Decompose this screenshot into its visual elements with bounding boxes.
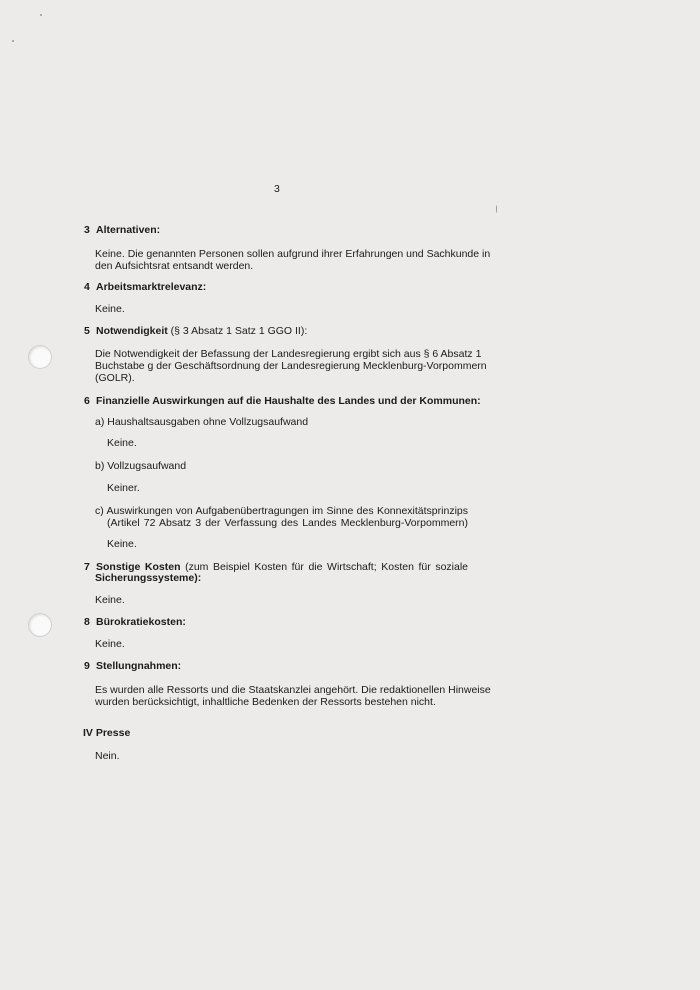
section-3-title: Alternativen: bbox=[96, 224, 161, 236]
section-4-number: 4 bbox=[84, 281, 90, 293]
section-3-text-line: Keine. Die genannten Personen sollen aufgrund ihrer Erfahrungen und Sachkunde in bbox=[95, 248, 491, 260]
section-6-title: Finanzielle Auswirkungen auf die Haushalte des Landes und der Kommunen: bbox=[96, 395, 481, 407]
section-6c-text: Keine. bbox=[107, 538, 137, 550]
punch-hole bbox=[28, 345, 52, 369]
scan-speck bbox=[40, 14, 42, 16]
section-5-text-line: Die Notwendigkeit der Befassung der Landesregierung ergibt sich aus § 6 Absatz 1 bbox=[95, 348, 482, 360]
section-5-number: 5 bbox=[84, 325, 90, 337]
section-7-title-line2: Sicherungssysteme): bbox=[95, 572, 202, 584]
section-6b-label: b) Vollzugsaufwand bbox=[95, 460, 187, 472]
section-5-text-line: Buchstabe g der Geschäftsordnung der Landesregierung Mecklenburg-Vorpommern bbox=[95, 360, 487, 372]
section-4-text: Keine. bbox=[95, 303, 125, 315]
section-3-text-line: den Aufsichtsrat entsandt werden. bbox=[95, 260, 254, 272]
section-iv-title: IV Presse bbox=[83, 727, 131, 739]
page-number: 3 bbox=[274, 183, 280, 195]
section-6b-text: Keiner. bbox=[107, 482, 140, 494]
section-6c-label-line: (Artikel 72 Absatz 3 der Verfassung des Landes Mecklenburg-Vorpommern) bbox=[107, 517, 468, 529]
section-9-number: 9 bbox=[84, 660, 90, 672]
section-8-text: Keine. bbox=[95, 638, 125, 650]
section-5-title: Notwendigkeit bbox=[96, 325, 168, 337]
section-6c-label-line: c) Auswirkungen von Aufgabenübertragungen im Sinne des Konnexitätsprinzips bbox=[95, 505, 468, 517]
section-9-text-line: Es wurden alle Ressorts und die Staatskanzlei angehört. Die redaktionellen Hinweise bbox=[95, 684, 491, 696]
section-4-title: Arbeitsmarktrelevanz: bbox=[96, 281, 207, 293]
section-8-number: 8 bbox=[84, 616, 90, 628]
section-7-title-suffix: (zum Beispiel Kosten für die Wirtschaft; Kosten für soziale bbox=[180, 561, 469, 573]
section-6a-label: a) Haushaltsausgaben ohne Vollzugsaufwand bbox=[95, 416, 309, 428]
section-6a-text: Keine. bbox=[107, 437, 137, 449]
section-5-heading bbox=[96, 325, 307, 338]
section-9-title: Stellungnahmen: bbox=[96, 660, 182, 672]
scan-speck bbox=[496, 205, 497, 213]
punch-hole bbox=[28, 613, 52, 637]
section-3-number: 3 bbox=[84, 224, 90, 236]
scan-speck bbox=[12, 40, 14, 42]
section-6-number: 6 bbox=[84, 395, 90, 407]
section-5-text-line: (GOLR). bbox=[95, 372, 135, 384]
section-5-title-suffix: (§ 3 Absatz 1 Satz 1 GGO II): bbox=[167, 325, 308, 337]
section-8-title: Bürokratiekosten: bbox=[96, 616, 186, 628]
section-7-number: 7 bbox=[84, 561, 90, 573]
section-iv-text: Nein. bbox=[95, 750, 120, 762]
section-9-text-line: wurden berücksichtigt, inhaltliche Bedenken der Ressorts bestehen nicht. bbox=[95, 696, 436, 708]
section-7-title: Sonstige Kosten bbox=[96, 561, 181, 573]
section-7-text: Keine. bbox=[95, 594, 125, 606]
